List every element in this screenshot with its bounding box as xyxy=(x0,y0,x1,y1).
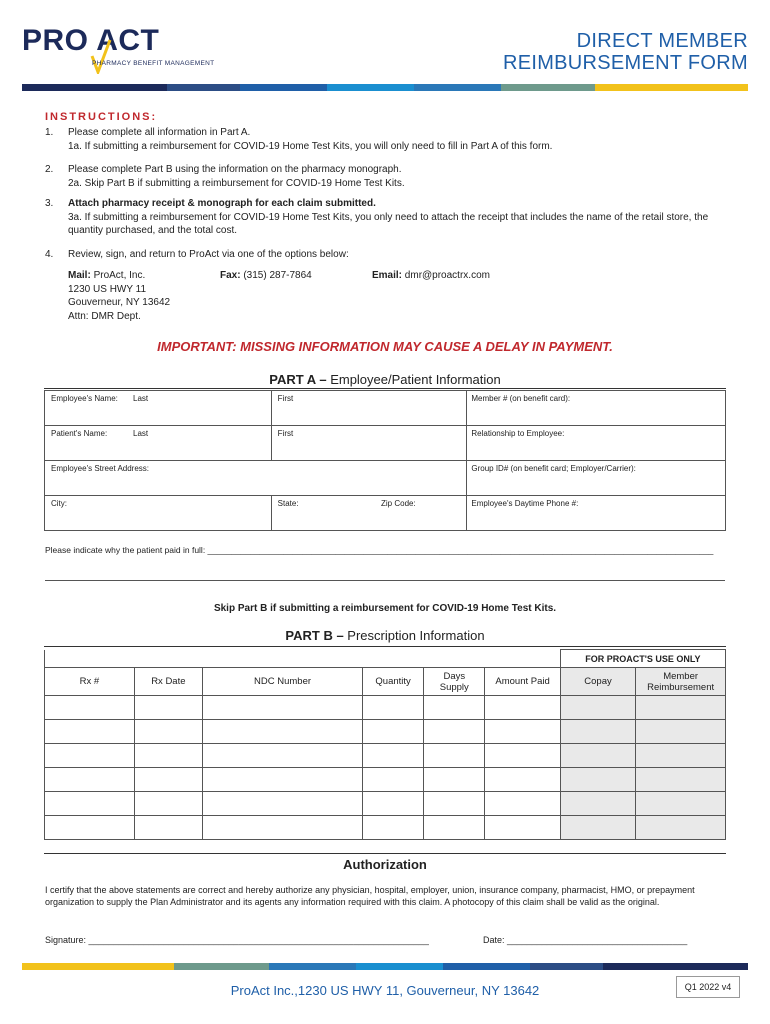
mail-line4: Attn: DMR Dept. xyxy=(68,310,141,322)
col-ndc-number: NDC Number xyxy=(203,668,363,696)
copay-cell xyxy=(560,696,635,720)
street-address-label: Employee's Street Address: xyxy=(51,464,150,473)
days-supply-cell[interactable] xyxy=(424,792,485,816)
instruction-number: 2. xyxy=(45,164,54,175)
rx-number-cell[interactable] xyxy=(45,744,135,768)
fax-info xyxy=(220,269,312,283)
part-a-divider xyxy=(44,388,726,389)
date-field[interactable]: Date: ____________________________________ xyxy=(483,935,688,945)
fax-label: Fax: xyxy=(220,270,241,281)
mail-address xyxy=(68,269,170,323)
table-row xyxy=(45,792,726,816)
quantity-cell[interactable] xyxy=(363,720,424,744)
member-number-field[interactable] xyxy=(467,391,726,426)
copay-cell xyxy=(560,816,635,840)
amount-paid-cell[interactable] xyxy=(485,744,560,768)
member-number-label: Member # (on benefit card): xyxy=(471,394,571,403)
prescription-table xyxy=(44,649,726,840)
email-label: Email: xyxy=(372,270,403,281)
instruction-text: Review, sign, and return to ProAct via one of the options below: xyxy=(68,249,349,260)
amount-paid-cell[interactable] xyxy=(485,816,560,840)
amount-paid-cell[interactable] xyxy=(485,720,560,744)
table-row xyxy=(45,744,726,768)
table-row xyxy=(45,720,726,744)
part-a-table xyxy=(44,390,726,531)
signature-field[interactable]: Signature: ____________________________________________________________________ xyxy=(45,935,429,945)
col-quantity: Quantity xyxy=(363,668,424,696)
table-row xyxy=(45,696,726,720)
table-row xyxy=(45,816,726,840)
reimbursement-cell xyxy=(636,768,726,792)
quantity-cell[interactable] xyxy=(363,768,424,792)
ndc-cell[interactable] xyxy=(203,816,363,840)
instruction-subtext: 2a. Skip Part B if submitting a reimbursement for COVID-19 Home Test Kits. xyxy=(68,177,405,189)
col-days-supply: Days Supply xyxy=(424,668,485,696)
part-a-label: PART A – xyxy=(269,372,327,387)
col-rx-number: Rx # xyxy=(45,668,135,696)
rx-date-cell[interactable] xyxy=(134,792,202,816)
city-field[interactable] xyxy=(45,496,272,531)
relationship-label: Relationship to Employee: xyxy=(471,429,565,438)
form-title-line2: REIMBURSEMENT FORM xyxy=(502,52,748,74)
group-id-label: Group ID# (on benefit card; Employer/Carrier): xyxy=(471,464,636,473)
footer-address: ProAct Inc.,1230 US HWY 11, Gouverneur, NY 13642 xyxy=(230,983,540,998)
table-row xyxy=(45,768,726,792)
instruction-text: Please complete all information in Part A. xyxy=(68,127,251,138)
days-supply-cell[interactable] xyxy=(424,720,485,744)
amount-paid-cell[interactable] xyxy=(485,696,560,720)
instruction-item-2 xyxy=(45,163,735,191)
reimbursement-cell xyxy=(636,696,726,720)
rx-date-cell[interactable] xyxy=(134,744,202,768)
ndc-cell[interactable] xyxy=(203,768,363,792)
patient-last-name-field[interactable] xyxy=(45,426,272,461)
instruction-number: 4. xyxy=(45,249,54,260)
rx-date-cell[interactable] xyxy=(134,816,202,840)
table-spacer xyxy=(45,650,561,668)
copay-cell xyxy=(560,768,635,792)
rx-date-cell[interactable] xyxy=(134,768,202,792)
email-info xyxy=(372,269,490,283)
check-mark-icon xyxy=(90,38,112,74)
zip-code-field[interactable] xyxy=(371,496,467,531)
mail-line3: Gouverneur, NY 13642 xyxy=(68,297,171,308)
employee-last-name-field[interactable] xyxy=(45,391,272,426)
form-title xyxy=(503,30,748,74)
amount-paid-cell[interactable] xyxy=(485,768,560,792)
quantity-cell[interactable] xyxy=(363,816,424,840)
copay-cell xyxy=(560,720,635,744)
col-member-reimbursement: Member Reimbursement xyxy=(636,668,726,696)
fax-number: (315) 287-7864 xyxy=(243,270,312,281)
instruction-subtext: 3a. If submitting a reimbursement for COVID-19 Home Test Kits, you only need to attach the receipt that includes the name of the retail store, the quantity purchased, and the total cost. xyxy=(68,211,709,236)
form-title-line1: DIRECT MEMBER xyxy=(576,30,748,52)
instruction-number: 3. xyxy=(45,198,54,209)
paid-in-full-second-line[interactable] xyxy=(45,580,725,581)
state-label: State: xyxy=(277,499,299,508)
authorization-text: I certify that the above statements are correct and hereby authorize any physician, hospital, employer, union, insurance company, pharmacist, HMO, or prepayment organization to supply the Plan Administrator and its agents any information required with this claim. A photocopy of this claim shall be valid as the original. xyxy=(45,885,695,907)
rx-date-cell[interactable] xyxy=(134,696,202,720)
first-label: First xyxy=(277,429,294,438)
proact-use-only-header: FOR PROACT'S USE ONLY xyxy=(560,650,725,668)
paid-in-full-reason-field[interactable]: Please indicate why the patient paid in full: ___________________________________________________________________________________________________________ xyxy=(45,545,714,555)
bottom-color-bar xyxy=(22,963,748,970)
col-copay: Copay xyxy=(560,668,635,696)
copay-cell xyxy=(560,744,635,768)
quantity-cell[interactable] xyxy=(363,744,424,768)
col-rx-date: Rx Date xyxy=(134,668,202,696)
instruction-text: Please complete Part B using the information on the pharmacy monograph. xyxy=(68,164,402,175)
instruction-subtext: 1a. If submitting a reimbursement for COVID-19 Home Test Kits, you will only need to fill in Part A of this form. xyxy=(68,140,553,152)
patient-name-label: Patient's Name: xyxy=(51,429,108,438)
rx-number-cell[interactable] xyxy=(45,792,135,816)
part-a-title xyxy=(0,372,770,387)
instructions-heading: INSTRUCTIONS: xyxy=(45,111,158,123)
instruction-item-4 xyxy=(45,248,735,262)
part-b-divider xyxy=(44,646,726,647)
rx-number-cell[interactable] xyxy=(45,816,135,840)
days-supply-cell[interactable] xyxy=(424,696,485,720)
days-supply-cell[interactable] xyxy=(424,768,485,792)
part-a-subtitle: Employee/Patient Information xyxy=(330,372,501,387)
part-b-subtitle: Prescription Information xyxy=(347,628,485,643)
group-id-field[interactable] xyxy=(467,461,726,496)
daytime-phone-label: Employee's Daytime Phone #: xyxy=(471,499,579,508)
rx-number-cell[interactable] xyxy=(45,720,135,744)
email-address: dmr@proactrx.com xyxy=(404,270,490,281)
col-amount-paid: Amount Paid xyxy=(485,668,560,696)
state-field[interactable] xyxy=(271,496,371,531)
top-color-bar xyxy=(22,84,748,91)
ndc-cell[interactable] xyxy=(203,792,363,816)
patient-first-name-field[interactable] xyxy=(271,426,467,461)
part-b-label: PART B – xyxy=(285,628,344,643)
daytime-phone-field[interactable] xyxy=(467,496,726,531)
quantity-cell[interactable] xyxy=(363,696,424,720)
instruction-item-1 xyxy=(45,126,735,154)
ndc-cell[interactable] xyxy=(203,720,363,744)
first-label: First xyxy=(277,394,294,403)
employee-first-name-field[interactable] xyxy=(271,391,467,426)
rx-number-cell[interactable] xyxy=(45,696,135,720)
instruction-item-3 xyxy=(45,197,735,239)
logo-subtitle: PHARMACY BENEFIT MANAGEMENT xyxy=(92,60,215,67)
reimbursement-cell xyxy=(636,816,726,840)
reimbursement-cell xyxy=(636,744,726,768)
authorization-heading: Authorization xyxy=(343,857,427,872)
last-label: Last xyxy=(133,394,149,403)
ndc-cell[interactable] xyxy=(203,744,363,768)
instruction-number: 1. xyxy=(45,127,54,138)
amount-paid-cell[interactable] xyxy=(485,792,560,816)
ndc-cell[interactable] xyxy=(203,696,363,720)
street-address-field[interactable] xyxy=(45,461,467,496)
days-supply-cell[interactable] xyxy=(424,744,485,768)
proact-logo xyxy=(22,24,222,74)
rx-number-cell[interactable] xyxy=(45,768,135,792)
part-b-title xyxy=(0,628,770,643)
rx-date-cell[interactable] xyxy=(134,720,202,744)
reimbursement-cell xyxy=(636,792,726,816)
last-label: Last xyxy=(133,429,149,438)
instruction-text: Attach pharmacy receipt & monograph for each claim submitted. xyxy=(68,198,376,209)
copay-cell xyxy=(560,792,635,816)
employee-name-label: Employee's Name: xyxy=(51,394,118,403)
quantity-cell[interactable] xyxy=(363,792,424,816)
reimbursement-cell xyxy=(636,720,726,744)
city-label: City: xyxy=(51,499,67,508)
relationship-field[interactable] xyxy=(467,426,726,461)
mail-line2: 1230 US HWY 11 xyxy=(68,283,147,295)
mail-label: Mail: xyxy=(68,270,91,281)
zip-code-label: Zip Code: xyxy=(381,499,416,508)
skip-part-b-note: Skip Part B if submitting a reimbursement for COVID-19 Home Test Kits. xyxy=(213,603,557,614)
logo-text: PRO ACT xyxy=(22,24,160,57)
version-badge: Q1 2022 v4 xyxy=(676,976,740,998)
important-notice: IMPORTANT: MISSING INFORMATION MAY CAUSE A DELAY IN PAYMENT. xyxy=(157,339,613,354)
mail-line1: ProAct, Inc. xyxy=(93,270,146,281)
authorization-divider xyxy=(44,853,726,854)
days-supply-cell[interactable] xyxy=(424,816,485,840)
